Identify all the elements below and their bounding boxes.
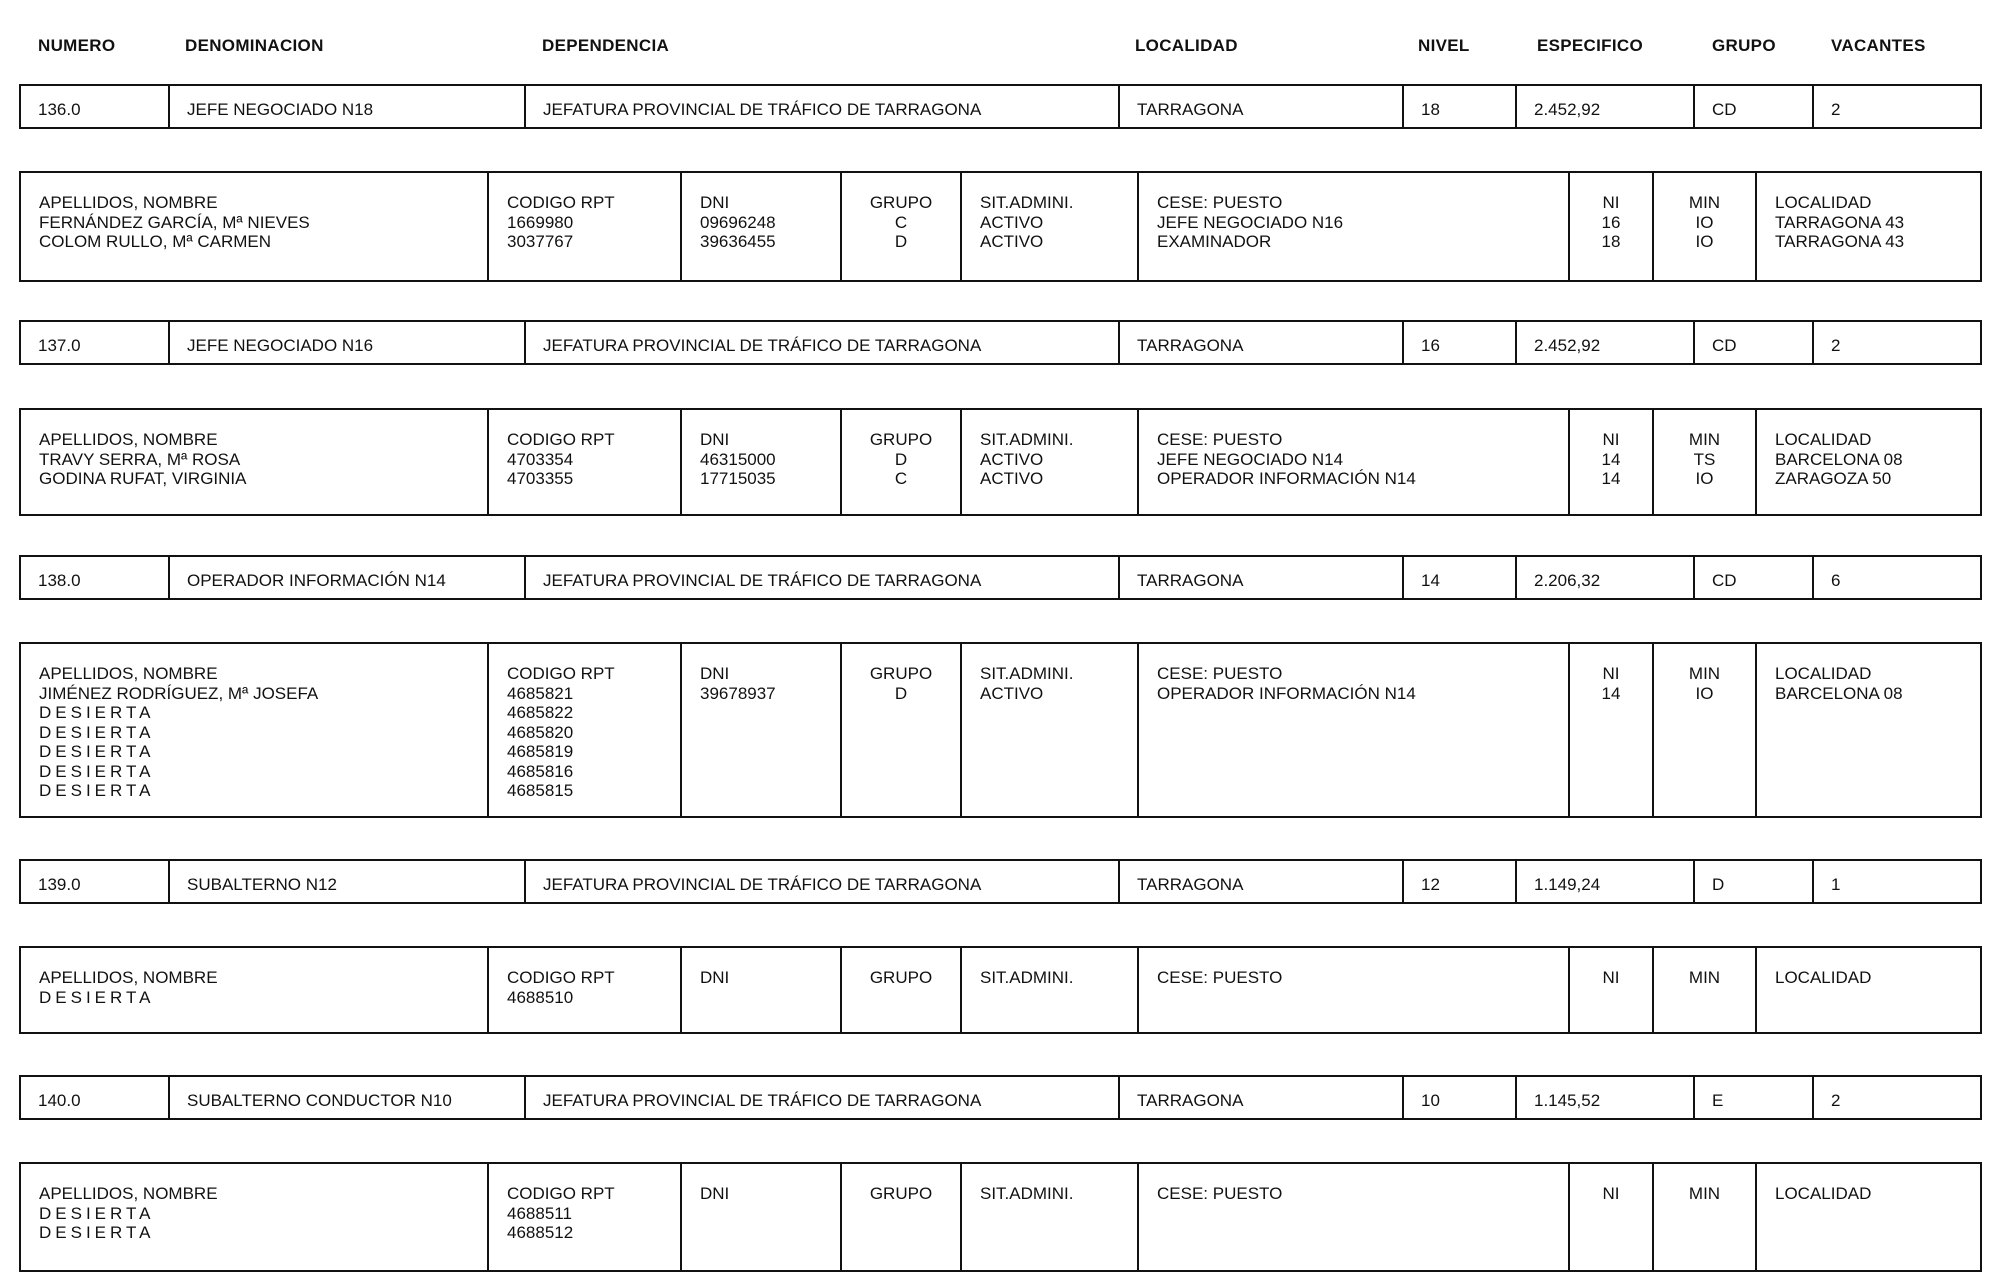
vacantes-cell: 2: [1812, 86, 1984, 127]
holder-sit: ACTIVO: [980, 683, 1044, 703]
holders-col-ni: [1568, 173, 1652, 280]
holders-col-cese: [1137, 644, 1568, 816]
label-min: MIN: [1688, 193, 1721, 212]
label-dni: DNI: [700, 1184, 730, 1203]
holder-sit: ACTIVO: [980, 449, 1044, 469]
label-sit: SIT.ADMINI.: [980, 968, 1074, 987]
holder-nombre: GODINA RUFAT, VIRGINIA: [39, 469, 247, 488]
holder-localidad: BARCELONA 08: [1775, 683, 1903, 703]
holder-codigo: 4688510: [507, 987, 574, 1007]
holder-grupo: D: [894, 449, 908, 469]
holder-nombre: DESIERTA: [39, 742, 155, 761]
grupo-cell: CD: [1693, 557, 1812, 598]
holder-grupo: C: [894, 212, 908, 232]
holder-nombre: JIMÉNEZ RODRÍGUEZ, Mª JOSEFA: [39, 683, 319, 703]
header-dependencia: DEPENDENCIA: [542, 36, 670, 55]
holder-dni: 39678937: [700, 683, 776, 703]
localidad-cell: TARRAGONA: [1118, 322, 1402, 363]
holders-col-codigo: [487, 173, 680, 280]
label-dni: DNI: [700, 193, 730, 212]
label-grupo: GRUPO: [869, 1184, 933, 1203]
label-min: MIN: [1688, 664, 1721, 683]
vacantes-cell: 2: [1812, 322, 1984, 363]
holders-col-localidad: [1755, 644, 1984, 816]
holders-col-localidad: [1755, 948, 1984, 1032]
holder-codigo: 4685816: [507, 761, 574, 781]
label-apellidos: APELLIDOS, NOMBRE: [39, 430, 218, 449]
holders-col-sit: [960, 1164, 1137, 1270]
holders-col-min: [1652, 173, 1755, 280]
numero-cell: 137.0: [38, 336, 81, 355]
holders-col-dni: [680, 644, 840, 816]
holder-min: IO: [1695, 469, 1714, 488]
localidad-cell: TARRAGONA: [1118, 86, 1402, 127]
holder-grupo: D: [894, 683, 908, 703]
label-grupo: GRUPO: [869, 968, 933, 987]
holder-min: IO: [1695, 683, 1714, 703]
label-codigo: CODIGO RPT: [507, 664, 615, 683]
holder-ni: 16: [1601, 212, 1621, 232]
holder-nombre: COLOM RULLO, Mª CARMEN: [39, 232, 272, 251]
holder-localidad: BARCELONA 08: [1775, 449, 1903, 469]
dependencia-cell: JEFATURA PROVINCIAL DE TRÁFICO DE TARRAGONA: [524, 86, 1118, 127]
label-cese: CESE: PUESTO: [1157, 664, 1283, 683]
holders-col-min: [1652, 644, 1755, 816]
holders-block: [19, 946, 1982, 1034]
holders-col-nombre: [21, 948, 487, 1032]
holders-block: [19, 642, 1982, 818]
holder-nombre: FERNÁNDEZ GARCÍA, Mª NIEVES: [39, 212, 310, 232]
holders-col-codigo: [487, 410, 680, 514]
dependencia-cell: JEFATURA PROVINCIAL DE TRÁFICO DE TARRAGONA: [524, 1077, 1118, 1118]
holders-col-grupo: [840, 173, 960, 280]
localidad-cell: TARRAGONA: [1118, 1077, 1402, 1118]
header-vacantes: VACANTES: [1831, 36, 1926, 55]
dependencia-cell: JEFATURA PROVINCIAL DE TRÁFICO DE TARRAGONA: [524, 322, 1118, 363]
holder-cese: EXAMINADOR: [1157, 232, 1272, 251]
grupo-cell: E: [1693, 1077, 1812, 1118]
denominacion-cell: JEFE NEGOCIADO N16: [168, 322, 524, 363]
holder-ni: 14: [1601, 469, 1621, 488]
holder-codigo: 3037767: [507, 232, 574, 251]
holder-codigo: 4685820: [507, 722, 574, 742]
nivel-cell: 14: [1402, 557, 1515, 598]
label-localidad: LOCALIDAD: [1775, 664, 1872, 683]
holders-col-codigo: [487, 948, 680, 1032]
holder-nombre: DESIERTA: [39, 1203, 155, 1223]
holder-cese: OPERADOR INFORMACIÓN N14: [1157, 469, 1416, 488]
holders-block: [19, 1162, 1982, 1272]
holder-codigo: 4685822: [507, 703, 574, 722]
holder-sit: ACTIVO: [980, 212, 1044, 232]
header-grupo: GRUPO: [1712, 36, 1776, 55]
label-grupo: GRUPO: [869, 664, 933, 683]
holder-nombre: DESIERTA: [39, 1223, 155, 1242]
holders-col-sit: [960, 173, 1137, 280]
holder-cese: OPERADOR INFORMACIÓN N14: [1157, 683, 1416, 703]
holder-nombre: DESIERTA: [39, 722, 155, 742]
especifico-cell: 2.206,32: [1515, 557, 1693, 598]
header-numero: NUMERO: [38, 36, 116, 55]
holder-min: TS: [1693, 449, 1716, 469]
holder-dni: 09696248: [700, 212, 776, 232]
holder-nombre: TRAVY SERRA, Mª ROSA: [39, 449, 241, 469]
holder-codigo: 4703354: [507, 449, 574, 469]
label-ni: NI: [1602, 1184, 1620, 1203]
holder-codigo: 4685821: [507, 683, 574, 703]
grupo-cell: D: [1693, 861, 1812, 902]
holders-col-dni: [680, 410, 840, 514]
label-min: MIN: [1688, 430, 1721, 449]
label-sit: SIT.ADMINI.: [980, 430, 1074, 449]
especifico-cell: 2.452,92: [1515, 322, 1693, 363]
numero-cell: 139.0: [38, 875, 81, 894]
holders-col-min: [1652, 948, 1755, 1032]
holders-col-ni: [1568, 410, 1652, 514]
denominacion-cell: SUBALTERNO CONDUCTOR N10: [168, 1077, 524, 1118]
label-grupo: GRUPO: [869, 193, 933, 212]
especifico-cell: 2.452,92: [1515, 86, 1693, 127]
numero-cell: 136.0: [38, 100, 81, 119]
position-row: [19, 555, 1982, 600]
holders-col-codigo: [487, 1164, 680, 1270]
numero-cell: 140.0: [38, 1091, 81, 1110]
label-codigo: CODIGO RPT: [507, 430, 615, 449]
holder-codigo: 1669980: [507, 212, 574, 232]
header-denominacion: DENOMINACION: [185, 36, 324, 55]
holders-col-nombre: [21, 1164, 487, 1270]
label-apellidos: APELLIDOS, NOMBRE: [39, 1184, 218, 1203]
label-dni: DNI: [700, 430, 730, 449]
nivel-cell: 18: [1402, 86, 1515, 127]
header-especifico: ESPECIFICO: [1537, 36, 1643, 55]
label-cese: CESE: PUESTO: [1157, 1184, 1283, 1203]
holder-ni: 14: [1601, 683, 1621, 703]
holder-grupo: D: [894, 232, 908, 251]
holders-col-grupo: [840, 1164, 960, 1270]
label-dni: DNI: [700, 664, 730, 683]
holder-dni: 39636455: [700, 232, 776, 251]
label-apellidos: APELLIDOS, NOMBRE: [39, 664, 218, 683]
holder-grupo: C: [894, 469, 908, 488]
holders-col-min: [1652, 410, 1755, 514]
label-ni: NI: [1602, 664, 1620, 683]
holder-nombre: DESIERTA: [39, 703, 155, 722]
holders-col-ni: [1568, 644, 1652, 816]
label-apellidos: APELLIDOS, NOMBRE: [39, 968, 218, 987]
holder-ni: 14: [1601, 449, 1621, 469]
holder-min: IO: [1695, 212, 1714, 232]
dependencia-cell: JEFATURA PROVINCIAL DE TRÁFICO DE TARRAGONA: [524, 861, 1118, 902]
especifico-cell: 1.145,52: [1515, 1077, 1693, 1118]
holder-codigo: 4703355: [507, 469, 574, 488]
label-cese: CESE: PUESTO: [1157, 968, 1283, 987]
holder-nombre: DESIERTA: [39, 987, 155, 1007]
label-sit: SIT.ADMINI.: [980, 1184, 1074, 1203]
dependencia-cell: JEFATURA PROVINCIAL DE TRÁFICO DE TARRAGONA: [524, 557, 1118, 598]
denominacion-cell: OPERADOR INFORMACIÓN N14: [168, 557, 524, 598]
holder-codigo: 4688511: [507, 1203, 572, 1223]
vacantes-cell: 6: [1812, 557, 1984, 598]
label-cese: CESE: PUESTO: [1157, 430, 1283, 449]
holder-codigo: 4685819: [507, 742, 574, 761]
holder-ni: 18: [1601, 232, 1621, 251]
position-row: [19, 84, 1982, 129]
label-ni: NI: [1602, 430, 1620, 449]
holders-block: [19, 171, 1982, 282]
position-row: [19, 320, 1982, 365]
holder-min: IO: [1695, 232, 1714, 251]
holder-localidad: TARRAGONA 43: [1775, 212, 1905, 232]
denominacion-cell: SUBALTERNO N12: [168, 861, 524, 902]
holder-localidad: TARRAGONA 43: [1775, 232, 1905, 251]
holders-col-nombre: [21, 410, 487, 514]
holders-col-nombre: [21, 173, 487, 280]
label-apellidos: APELLIDOS, NOMBRE: [39, 193, 218, 212]
holders-col-codigo: [487, 644, 680, 816]
holders-col-sit: [960, 948, 1137, 1032]
label-dni: DNI: [700, 968, 730, 987]
holders-col-cese: [1137, 173, 1568, 280]
grupo-cell: CD: [1693, 322, 1812, 363]
label-ni: NI: [1602, 193, 1620, 212]
holders-col-nombre: [21, 644, 487, 816]
label-localidad: LOCALIDAD: [1775, 430, 1872, 449]
denominacion-cell: JEFE NEGOCIADO N18: [168, 86, 524, 127]
holders-col-localidad: [1755, 410, 1984, 514]
holders-col-ni: [1568, 948, 1652, 1032]
holders-col-grupo: [840, 948, 960, 1032]
numero-cell: 138.0: [38, 571, 81, 590]
vacantes-cell: 1: [1812, 861, 1984, 902]
nivel-cell: 12: [1402, 861, 1515, 902]
label-sit: SIT.ADMINI.: [980, 193, 1074, 212]
label-min: MIN: [1688, 968, 1721, 987]
holders-col-localidad: [1755, 1164, 1984, 1270]
holder-localidad: ZARAGOZA 50: [1775, 469, 1892, 488]
label-localidad: LOCALIDAD: [1775, 193, 1872, 212]
holders-block: [19, 408, 1982, 516]
holders-col-dni: [680, 1164, 840, 1270]
label-sit: SIT.ADMINI.: [980, 664, 1074, 683]
especifico-cell: 1.149,24: [1515, 861, 1693, 902]
holder-nombre: DESIERTA: [39, 781, 155, 800]
holders-col-cese: [1137, 410, 1568, 514]
localidad-cell: TARRAGONA: [1118, 861, 1402, 902]
holder-dni: 17715035: [700, 469, 776, 488]
holders-col-grupo: [840, 644, 960, 816]
holders-col-grupo: [840, 410, 960, 514]
label-ni: NI: [1602, 968, 1620, 987]
header-nivel: NIVEL: [1418, 36, 1470, 55]
holder-cese: JEFE NEGOCIADO N14: [1157, 449, 1344, 469]
holder-cese: JEFE NEGOCIADO N16: [1157, 212, 1344, 232]
nivel-cell: 16: [1402, 322, 1515, 363]
holders-col-cese: [1137, 948, 1568, 1032]
holders-col-cese: [1137, 1164, 1568, 1270]
holder-dni: 46315000: [700, 449, 776, 469]
grupo-cell: CD: [1693, 86, 1812, 127]
label-localidad: LOCALIDAD: [1775, 1184, 1872, 1203]
label-codigo: CODIGO RPT: [507, 193, 615, 212]
holders-col-dni: [680, 173, 840, 280]
holders-col-sit: [960, 410, 1137, 514]
nivel-cell: 10: [1402, 1077, 1515, 1118]
label-min: MIN: [1688, 1184, 1721, 1203]
vacantes-cell: 2: [1812, 1077, 1984, 1118]
holder-sit: ACTIVO: [980, 469, 1044, 488]
holders-col-dni: [680, 948, 840, 1032]
holders-col-ni: [1568, 1164, 1652, 1270]
holders-col-localidad: [1755, 173, 1984, 280]
label-grupo: GRUPO: [869, 430, 933, 449]
position-row: [19, 1075, 1982, 1120]
holder-nombre: DESIERTA: [39, 761, 155, 781]
label-cese: CESE: PUESTO: [1157, 193, 1283, 212]
holders-col-sit: [960, 644, 1137, 816]
holder-codigo: 4688512: [507, 1223, 574, 1242]
holder-codigo: 4685815: [507, 781, 574, 800]
position-row: [19, 859, 1982, 904]
header-localidad: LOCALIDAD: [1135, 36, 1238, 55]
label-codigo: CODIGO RPT: [507, 1184, 615, 1203]
localidad-cell: TARRAGONA: [1118, 557, 1402, 598]
holders-col-min: [1652, 1164, 1755, 1270]
label-codigo: CODIGO RPT: [507, 968, 615, 987]
holder-sit: ACTIVO: [980, 232, 1044, 251]
label-localidad: LOCALIDAD: [1775, 968, 1872, 987]
